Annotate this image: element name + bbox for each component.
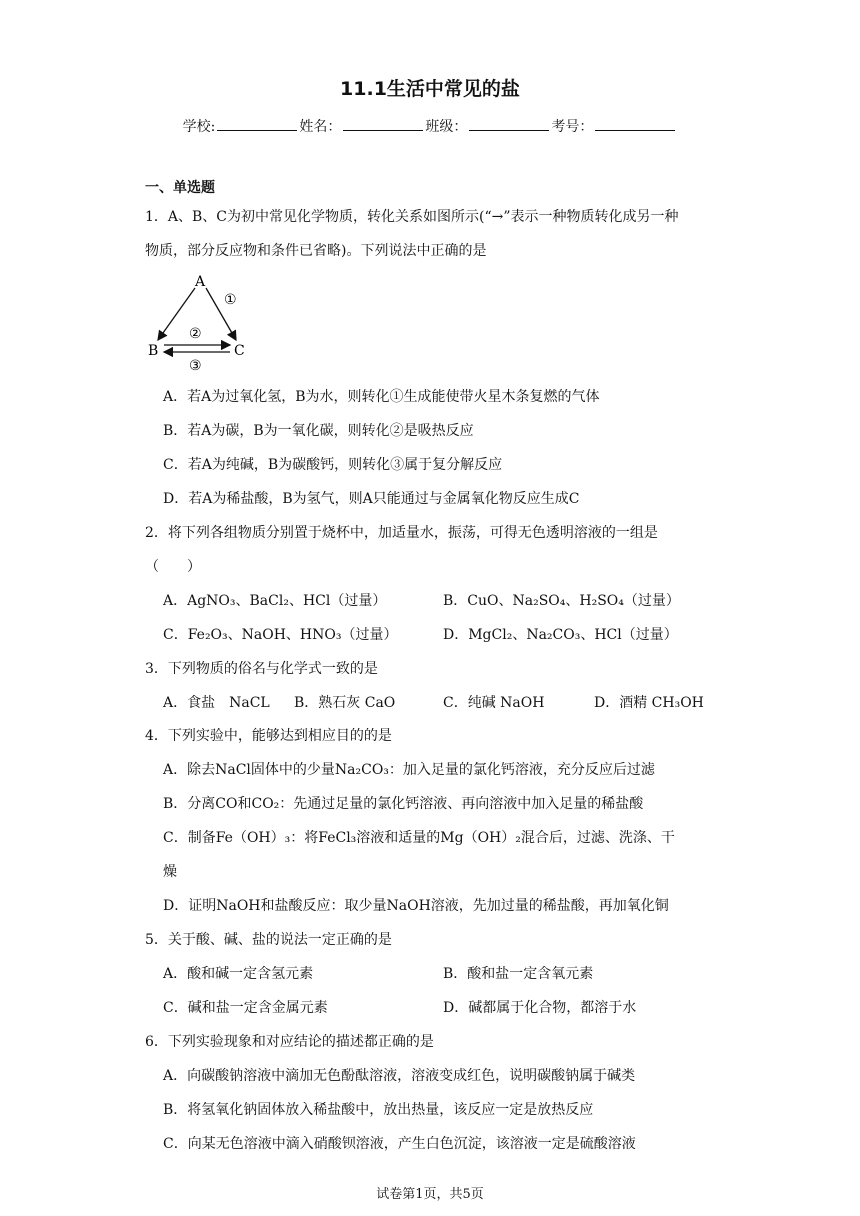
class-label: 班级： [425, 119, 468, 135]
node-c: C [234, 343, 245, 359]
q5-option-d: D．碱都属于化合物，都溶于水 [443, 1000, 637, 1016]
q1-option-c: C．若A为纯碱，B为碳酸钙，则转化③属于复分解反应 [163, 457, 503, 473]
q1-stem-line1: 1．A、B、C为初中常见化学物质，转化关系如图所示(“→”表示一种物质转化成另一种 [145, 209, 679, 225]
q5-option-c: C．碱和盐一定含金属元素 [163, 1000, 328, 1016]
q3-stem: 3．下列物质的俗名与化学式一致的是 [145, 661, 378, 677]
name-label: 姓名： [299, 119, 342, 135]
q2-option-b: B．CuO、Na₂SO₄、H₂SO₄（过量） [443, 593, 680, 609]
q4-stem: 4．下列实验中，能够达到相应目的的是 [145, 728, 392, 744]
q2-stem-line2: （ ） [145, 559, 201, 575]
name-blank [343, 117, 423, 131]
q4-option-a: A．除去NaCl固体中的少量Na₂CO₃：加入足量的氯化钙溶液，充分反应后过滤 [163, 762, 655, 778]
q1-option-a: A．若A为过氧化氢，B为水，则转化①生成能使带火星木条复燃的气体 [163, 389, 600, 405]
q1-option-b: B．若A为碳，B为一氧化碳，则转化②是吸热反应 [163, 423, 474, 439]
section-heading: 一、单选题 [145, 180, 215, 196]
node-b: B [148, 343, 159, 359]
q2-option-d: D．MgCl₂、Na₂CO₃、HCl（过量） [443, 627, 678, 643]
q6-option-c: C．向某无色溶液中滴入硝酸钡溶液，产生白色沉淀，该溶液一定是硫酸溶液 [163, 1136, 636, 1152]
q6-stem: 6．下列实验现象和对应结论的描述都正确的是 [145, 1034, 434, 1050]
q4-option-c-cont: 燥 [163, 864, 177, 880]
q1-transformation-diagram [140, 270, 260, 375]
q1-option-d: D．若A为稀盐酸，B为氢气，则A只能通过与金属氧化物反应生成C [163, 491, 580, 507]
q1-stem-line2: 物质，部分反应物和条件已省略)。下列说法中正确的是 [145, 243, 487, 259]
class-blank [469, 117, 549, 131]
school-label: 学校: [182, 119, 216, 135]
q2-option-c: C．Fe₂O₃、NaOH、HNO₃（过量） [163, 627, 398, 643]
q3-option-c: C．纯碱 NaOH [443, 695, 545, 711]
label-3: ③ [189, 358, 202, 374]
q4-option-d: D．证明NaOH和盐酸反应：取少量NaOH溶液，先加过量的稀盐酸，再加氧化铜 [163, 898, 669, 914]
q5-option-b: B．酸和盐一定含氧元素 [443, 966, 594, 982]
school-blank [217, 117, 297, 131]
q5-stem: 5．关于酸、碱、盐的说法一定正确的是 [145, 932, 392, 948]
q6-option-b: B．将氢氧化钠固体放入稀盐酸中，放出热量，该反应一定是放热反应 [163, 1102, 594, 1118]
q5-option-a: A．酸和碱一定含氢元素 [163, 966, 314, 982]
node-a: A [195, 274, 206, 290]
q2-option-a: A．AgNO₃、BaCl₂、HCl（过量） [163, 593, 387, 609]
label-2: ② [189, 326, 202, 342]
exam-no-blank [595, 117, 675, 131]
q3-option-a: A．食盐 NaCL [163, 695, 270, 711]
label-1: ① [224, 292, 237, 308]
q2-stem-line1: 2．将下列各组物质分别置于烧杯中，加适量水，振荡，可得无色透明溶液的一组是 [145, 525, 658, 541]
q4-option-c: C．制备Fe（OH）₃：将FeCl₃溶液和适量的Mg（OH）₂混合后，过滤、洗涤、干 [163, 830, 675, 846]
q3-option-b: B．熟石灰 CaO [294, 695, 396, 711]
page-title: 11.1生活中常见的盐 [340, 78, 520, 100]
q6-option-a: A．向碳酸钠溶液中滴加无色酚酞溶液，溶液变成红色，说明碳酸钠属于碱类 [163, 1068, 636, 1084]
q3-option-d: D．酒精 CH₃OH [594, 695, 704, 711]
page-footer: 试卷第1页，共5页 [376, 1187, 484, 1202]
q4-option-b: B．分离CO和CO₂：先通过足量的氯化钙溶液、再向溶液中加入足量的稀盐酸 [163, 796, 644, 812]
exam-no-label: 考号： [551, 119, 594, 135]
student-info-line [0, 117, 860, 134]
